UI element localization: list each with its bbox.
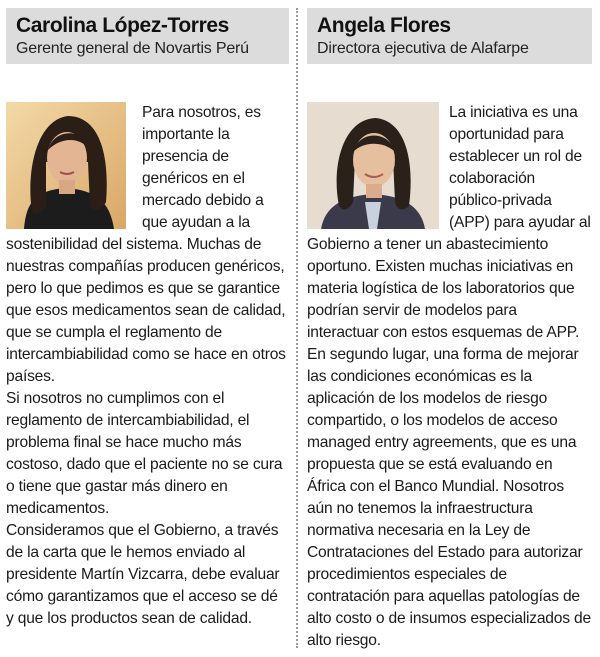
- column-divider: [296, 8, 298, 648]
- quote-body: [6, 102, 289, 630]
- speaker-role: Directora ejecutiva de Alafarpe: [317, 40, 529, 57]
- speaker-header: [307, 8, 592, 64]
- speaker-role: Gerente general de Novartis Perú: [16, 40, 249, 57]
- quote-column-left: [6, 8, 289, 630]
- quote-body: [307, 102, 592, 652]
- quote-paragraph: La iniciativa es una oportunidad para establecer un rol de colaboración público-privada (APP) para ayudar al Gobierno a tener un abastecimiento oportuno. Existen muchas iniciativas en materia logística de los laboratorios que podrían servir de modelos para interactuar con estos esquemas de APP. En segundo lugar, una forma de mejorar las condiciones económicas es la aplicación de los modelos de riesgo compartido, o los modelos de acceso managed entry agreements, que es una propuesta que se está evaluando en África con el Banco Mundial. Nosotros aún no tenemos la infraestructura normativa necesaria en la Ley de Contrataciones del Estado para autorizar procedimientos especiales de contratación para aquellas patologías de alto costo o de insumos especializados de alto riesgo.: [307, 104, 591, 649]
- quote-paragraph: Para nosotros, es importante la presencia de genéricos en el mercado debido a que ayudan a la sostenibilidad del sistema. Muchas de nuestras compañías producen genéricos, pero lo que pedimos es que se garantice que esos medicamentos sean de calidad, que se cumpla el reglamento de intercambiabilidad como se hace en otros países.: [6, 104, 286, 385]
- speaker-photo: [6, 102, 126, 229]
- speaker-header: [6, 8, 289, 64]
- speaker-name: Angela Flores: [317, 14, 451, 37]
- speaker-photo: [307, 102, 439, 229]
- speaker-name: Carolina López-Torres: [16, 14, 229, 37]
- quote-paragraph: Si nosotros no cumplimos con el reglamento de intercambiabilidad, el problema final se hace mucho más costoso, dado que el paciente no se cura o tiene que gastar más dinero en medicamentos.: [6, 390, 283, 517]
- quote-paragraph: Consideramos que el Gobierno, a través de la carta que le hemos enviado al presidente Martín Vizcarra, debe evaluar cómo garantizamos que el acceso se dé y que los productos sean de calidad.: [6, 522, 280, 627]
- quote-column-right: [307, 8, 592, 652]
